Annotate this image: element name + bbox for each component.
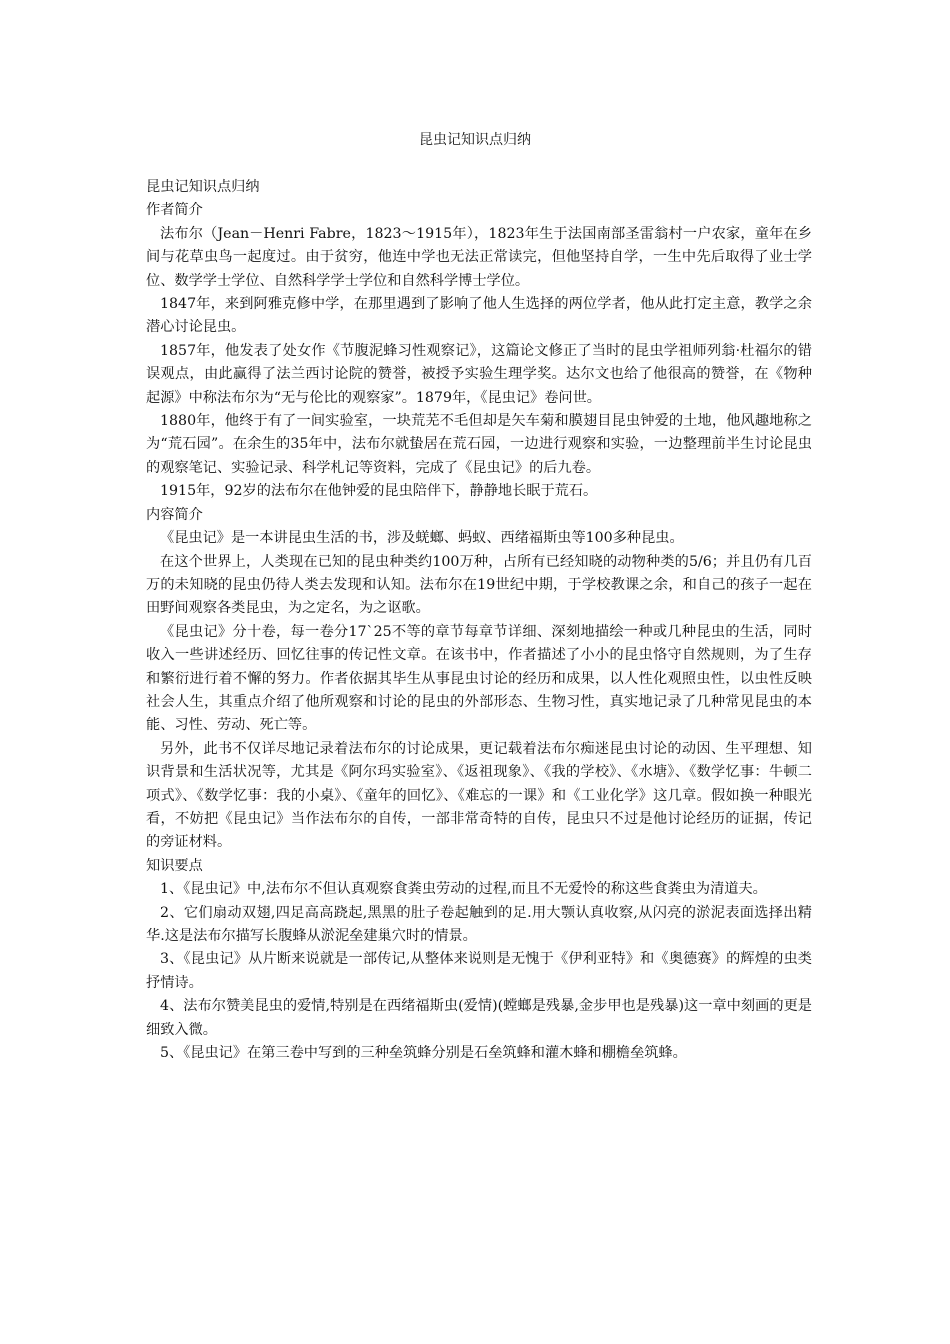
list-item: 4、法布尔赞美昆虫的爱情,特别是在西绪福斯虫(爱情)(螳螂是残暴,金步甲也是残暴)这一章中刻画的更是细致入微。 [146,998,812,1038]
list-item: 3、《昆虫记》从片断来说就是一部传记,从整体来说则是无愧于《伊利亚特》和《奥德赛》的辉煌的虫类抒情诗。 [146,951,812,991]
paragraph: 1847年，来到阿雅克修中学，在那里遇到了影响了他人生选择的两位学者，他从此打定主意，教学之余潜心讨论昆虫。 [146,296,812,336]
paragraph: 1857年，他发表了处女作《节腹泥蜂习性观察记》，这篇论文修正了当时的昆虫学祖师列翁·杜福尔的错误观点，由此赢得了法兰西讨论院的赞誉，被授予实验生理学奖。达尔文也给了他很高的赞誉，在《物种起源》中称法布尔为“无与伦比的观察家”。1879年，《昆虫记》卷问世。 [146,342,812,406]
list-item: 1、《昆虫记》中,法布尔不但认真观察食粪虫劳动的过程,而且不无爱怜的称这些食粪虫为清道夫。 [160,881,767,898]
list-item: 2、它们扇动双翅,四足高高跷起,黑黑的肚子卷起触到的足.用大颚认真收察,从闪亮的淤泥表面选择出精华.这是法布尔描写长腹蜂从淤泥垒建巢穴时的情景。 [146,904,812,944]
paragraph: 《昆虫记》是一本讲昆虫生活的书，涉及蜣螂、蚂蚁、西绪福斯虫等100多种昆虫。 [160,530,684,547]
section-heading-content: 内容简介 [146,506,203,523]
page-title: 昆虫记知识点归纳 [419,132,531,148]
section-heading-key-points: 知识要点 [146,857,203,874]
document-body [146,176,812,1065]
paragraph: 1880年，他终于有了一间实验室，一块荒芜不毛但却是矢车菊和膜翅目昆虫钟爱的土地，他风趣地称之为“荒石园”。在余生的35年中，法布尔就蛰居在荒石园，一边进行观察和实验，一边整理前半生讨论昆虫的观察笔记、实验记录、科学札记等资料，完成了《昆虫记》的后九卷。 [146,413,812,476]
paragraph: 在这个世界上，人类现在已知的昆虫种类约100万种，占所有已经知晓的动物种类的5/6；并且仍有几百万的未知晓的昆虫仍待人类去发现和认知。法布尔在19世纪中期，于学校教课之余，和自己的孩子一起在田野间观察各类昆虫，为之定名，为之讴歌。 [146,553,812,617]
paragraph: 另外，此书不仅详尽地记录着法布尔的讨论成果，更记载着法布尔痴迷昆虫讨论的动因、生平理想、知识背景和生活状况等，尤其是《阿尔玛实验室》、《返祖现象》、《我的学校》、《水塘》、《数学忆事：牛顿二项式》、《数学忆事：我的小桌》、《童年的回忆》、《难忘的一课》和《工业化学》这几章。假如换一种眼光看，不妨把《昆虫记》当作法布尔的自传，一部非常奇特的自传，昆虫只不过是他讨论经历的证据，传记的旁证材料。 [146,740,812,851]
paragraph: 《昆虫记》分十卷，每一卷分17`25不等的章节每章节详细、深刻地描绘一种或几种昆虫的生活，同时收入一些讲述经历、回忆往事的传记性文章。在该书中，作者描述了小小的昆虫恪守自然规则，为了生存和繁衍进行着不懈的努力。作者依据其毕生从事昆虫讨论的经历和成果，以人性化观照虫性，以虫性反映社会人生，其重点介绍了他所观察和讨论的昆虫的外部形态、生物习性，真实地记录了几种常见昆虫的本能、习性、劳动、死亡等。 [146,623,812,734]
body-title: 昆虫记知识点归纳 [146,179,260,195]
list-item: 5、《昆虫记》在第三卷中写到的三种垒筑蜂分别是石垒筑蜂和灌木蜂和棚檐垒筑蜂。 [160,1045,687,1062]
paragraph: 法布尔（Jean－Henri Fabre，1823～1915年），1823年生于法国南部圣雷翁村一户农家，童年在乡间与花草虫鸟一起度过。由于贫穷，他连中学也无法正常读完，但他坚持自学，一生中先后取得了业士学位、数学学士学位、自然科学学士学位和自然科学博士学位。 [146,225,812,289]
paragraph: 1915年，92岁的法布尔在他钟爱的昆虫陪伴下，静静地长眠于荒石。 [160,483,598,500]
section-heading-author: 作者简介 [146,202,203,219]
